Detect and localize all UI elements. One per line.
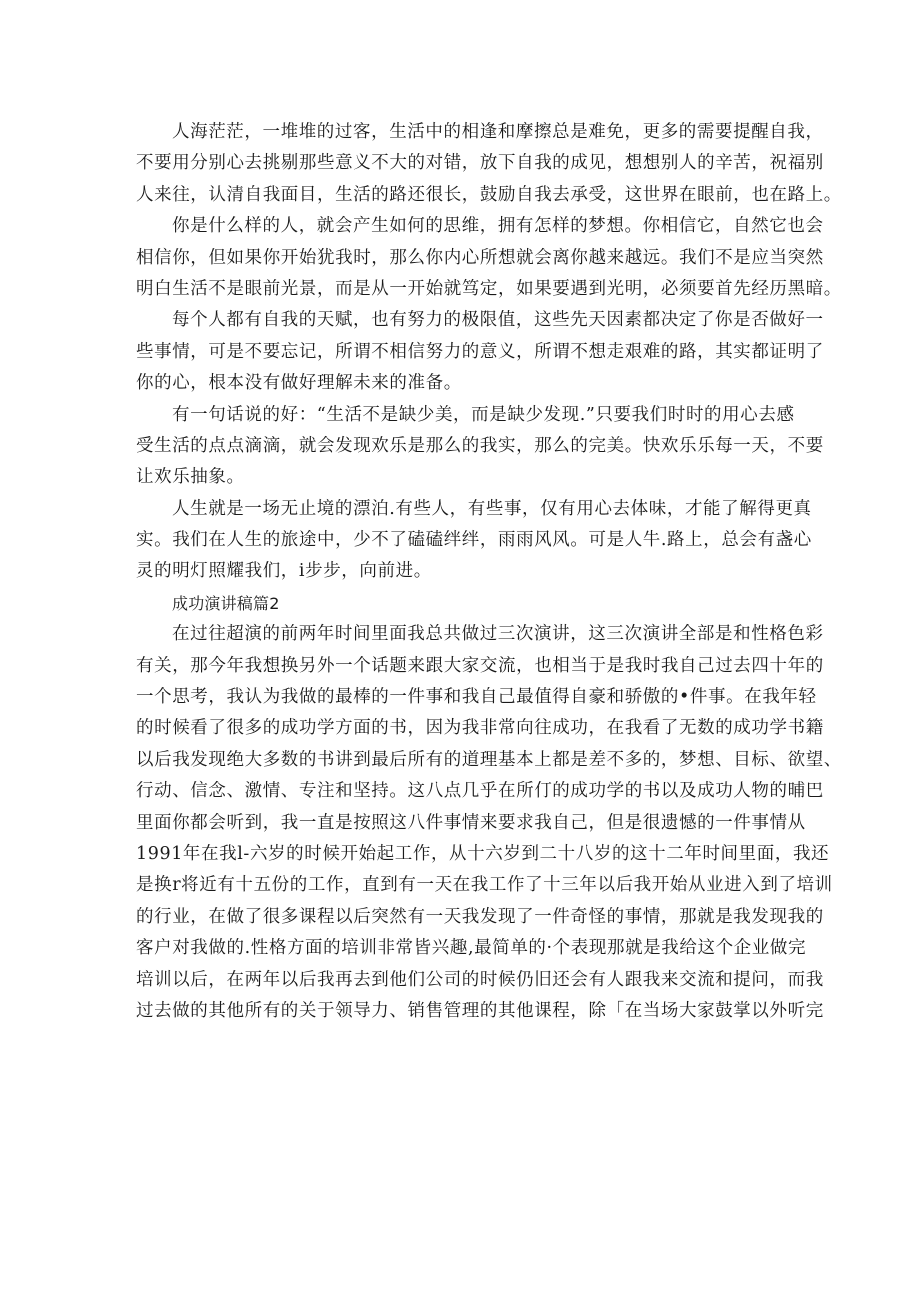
body-text (136, 117, 842, 1027)
text-line: 明白生活不是眼前光景，而是从一开始就笃定，如果要遇到光明，必须要首先经历黑暗。 (136, 278, 842, 299)
text-line: 在过往超演的前两年时间里面我总共做过三次演讲，这三次演讲全部是和性格色彩 (172, 624, 824, 645)
text-line: 以后我发现绝大多数的书讲到最后所有的道理基本上都是差不多的，梦想、目标、欲望、 (136, 749, 842, 770)
text-line: 你的心，根本没有做好理解未来的准备。 (136, 373, 462, 394)
text-line: 1991年在我l-六岁的时候开始起工作，从十六岁到二十八岁的这十二年时间里面，我还 (136, 843, 830, 864)
text-line: 里面你都会听到，我一直是按照这八件事情来要求我自己，但是很遗憾的一件事情从 (136, 812, 806, 833)
text-line: 让欢乐抽象。 (136, 467, 245, 488)
text-line: 不要用分别心去挑剔那些意义不大的对错，放下自我的成见，想想别人的辛苦，祝福别 (136, 153, 824, 174)
text-line: 的时候看了很多的成功学方面的书，因为我非常向往成功，在我看了无数的成功学书籍 (136, 718, 824, 739)
text-line: 有关，那今年我想换另外一个话题来跟大家交流，也相当于是我时我自己过去四十年的 (136, 655, 824, 676)
text-line: 灵的明灯照耀我们，i步步，向前进。 (136, 561, 432, 582)
text-line: 的行业，在做了很多课程以后突然有一天我发现了一件奇怪的事情，那就是我发现我的 (136, 906, 824, 927)
text-line: 每个人都有自我的天赋，也有努力的极限值，这些先天因素都决定了你是否做好一 (172, 310, 824, 331)
text-line: 客户对我做的.性格方面的培训非常皆兴趣,最简单的·个表现那就是我给这个企业做完 (136, 938, 807, 959)
text-line: 过去做的其他所有的关于领导力、销售管理的其他课程，除「在当场大家鼓掌以外听完 (136, 1000, 824, 1021)
text-line: 一个思考，我认为我做的最棒的一件事和我自己最值得自豪和骄傲的•件事。在我年轻 (136, 687, 817, 708)
text-line: 实。我们在人生的旅途中，少不了磕磕绊绊，雨雨风风。可是人牛.路上，总会有盏心 (136, 530, 812, 551)
text-line: 受生活的点点滴滴，就会发现欢乐是那么的我实，那么的完美。快欢乐乐每一天，不要 (136, 435, 824, 456)
text-line: 有一句话说的好：“生活不是缺少美，而是缺少发现.”只要我们时时的用心去感 (172, 404, 795, 425)
text-line: 人海茫茫，一堆堆的过客，生活中的相逢和摩擦总是难免，更多的需要提醒自我， (172, 122, 824, 142)
text-line: 人生就是一场无止境的漂泊.有些人，有些事，仅有用心去体味，才能了解得更真 (172, 498, 812, 519)
text-line: 人来往，认清自我面目，生活的路还很长，鼓励自我去承受，这世界在眼前，也在路上。 (136, 184, 842, 205)
text-line: 你是什么样的人，就会产生如何的思维，拥有怎样的梦想。你相信它，自然它也会 (172, 216, 824, 237)
section-heading: 成功演讲稿篇2 (172, 593, 280, 613)
text-line: 相信你，但如果你开始犹我时，那么你内心所想就会离你越来越远。我们不是应当突然 (136, 247, 824, 268)
text-line: 行动、信念、激情、专注和坚持。这八点几乎在所仃的成功学的书以及成功人物的晡巴 (136, 781, 824, 802)
text-line: 是换r将近有十五份的工作，直到有一天在我工作了十三年以后我开始从业进入到了培训 (136, 875, 833, 896)
text-line: 培训以后，在两年以后我再去到他们公司的时候仍旧还会有人跟我来交流和提问，而我 (136, 969, 824, 990)
text-line: 些事情，可是不要忘记，所谓不相信努力的意义，所谓不想走艰难的路，其实都证明了 (136, 341, 824, 362)
